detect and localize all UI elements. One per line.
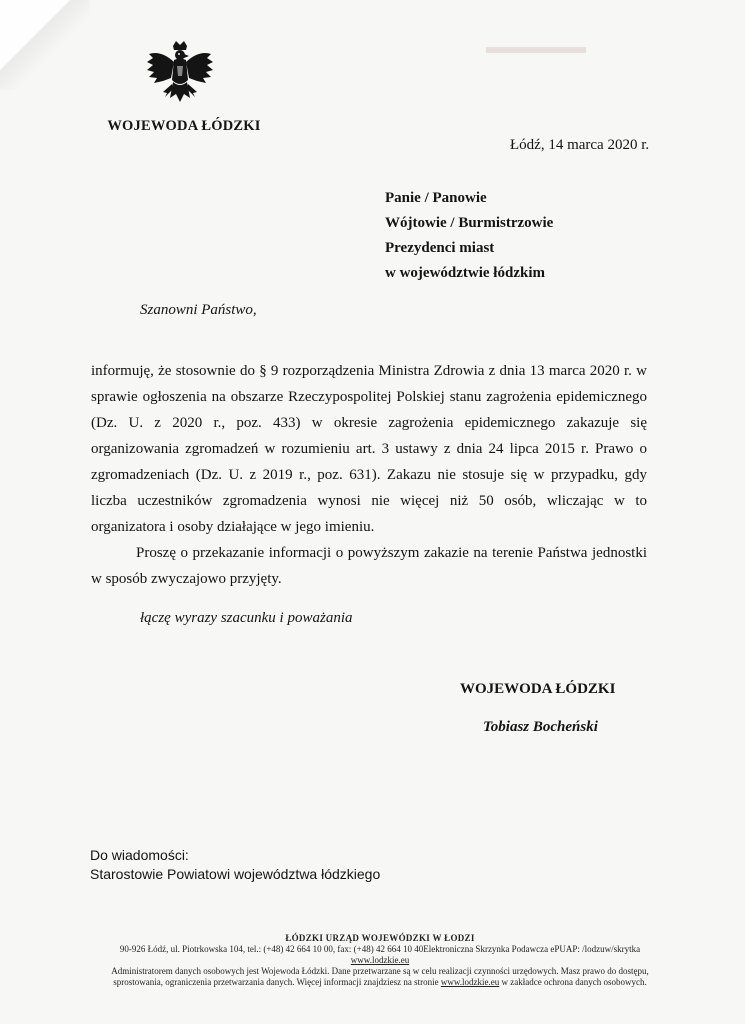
letterhead-footer (80, 933, 680, 988)
body-paragraph: informuję, że stosownie do § 9 rozporządzenia Ministra Zdrowia z dnia 13 marca 2020 r. w sprawie ogłoszenia na obszarze Rzeczypospolitej Polskiej stanu zagrożenia epidemicznego (Dz. U. z 2020 r., poz. 433) w okresie zagrożenia epidemicznego zakazuje się organizowania zgromadzeń w rozumieniu art. 3 ustawy z dnia 24 lipca 2015 r. Prawo o zgromadzeniach (Dz. U. z 2019 r., poz. 631). Zakazu nie stosuje się w przypadku, gdy liczba uczestników zgromadzenia wynosi nie więcej niż 50 osób, wliczając w to organizatora i osoby działające w jego imieniu. (91, 363, 647, 535)
signature-name: Tobiasz Bocheński (483, 719, 598, 735)
privacy-link[interactable]: www.lodzkie.eu (440, 977, 500, 987)
addressee-line: Wójtowie / Burmistrzowie (385, 215, 554, 231)
polish-eagle-emblem-icon (143, 40, 217, 116)
office-address: 90-926 Łódź, ul. Piotrkowska 104, tel.: (+48) 42 664 10 00, fax: (+48) 42 664 10 40Elektroniczna Skrzynka Podawcza ePUAP: /lodzuw/skrytka (119, 944, 641, 954)
addressee-line: w województwie łódzkim (385, 265, 545, 281)
addressee-line: Panie / Panowie (385, 190, 487, 206)
addressee-block (385, 186, 553, 286)
office-name: ŁÓDZKI URZĄD WOJEWÓDZKI W ŁODZI (285, 933, 475, 943)
signature-title: WOJEWODA ŁÓDZKI (460, 681, 616, 697)
cc-label: Do wiadomości: (90, 847, 189, 863)
privacy-text: w zakładce ochrona danych osobowych. (499, 977, 647, 987)
privacy-note (80, 977, 680, 988)
website-link[interactable]: www.lodzkie.eu (350, 955, 410, 965)
salutation: Szanowni Państwo, (140, 302, 257, 318)
folded-corner (0, 0, 90, 90)
addressee-line: Prezydenci miast (385, 240, 495, 256)
privacy-text: sprostowania, ograniczenia przetwarzania danych. Więcej informacji znajdziesz na stronie (113, 977, 441, 987)
body-paragraph: Proszę o przekazanie informacji o powyższym zakazie na terenie Państwa jednostki w sposób zwyczajowo przyjęty. (91, 545, 647, 587)
cc-block (90, 846, 380, 884)
show-through-stamp: ▬▬▬▬▬ (486, 36, 586, 58)
letter-date: Łódź, 14 marca 2020 r. (510, 137, 650, 153)
cc-recipient: Starostowie Powiatowi województwa łódzkiego (90, 866, 381, 882)
letter-body (91, 358, 647, 592)
closing-formula: łączę wyrazy szacunku i poważania (140, 610, 353, 626)
privacy-note: Administratorem danych osobowych jest Wojewoda Łódzki. Dane przetwarzane są w celu realizacji czynności urzędowych. Masz prawo do dostępu, (111, 966, 649, 976)
authority-title: WOJEWODA ŁÓDZKI (107, 118, 261, 134)
